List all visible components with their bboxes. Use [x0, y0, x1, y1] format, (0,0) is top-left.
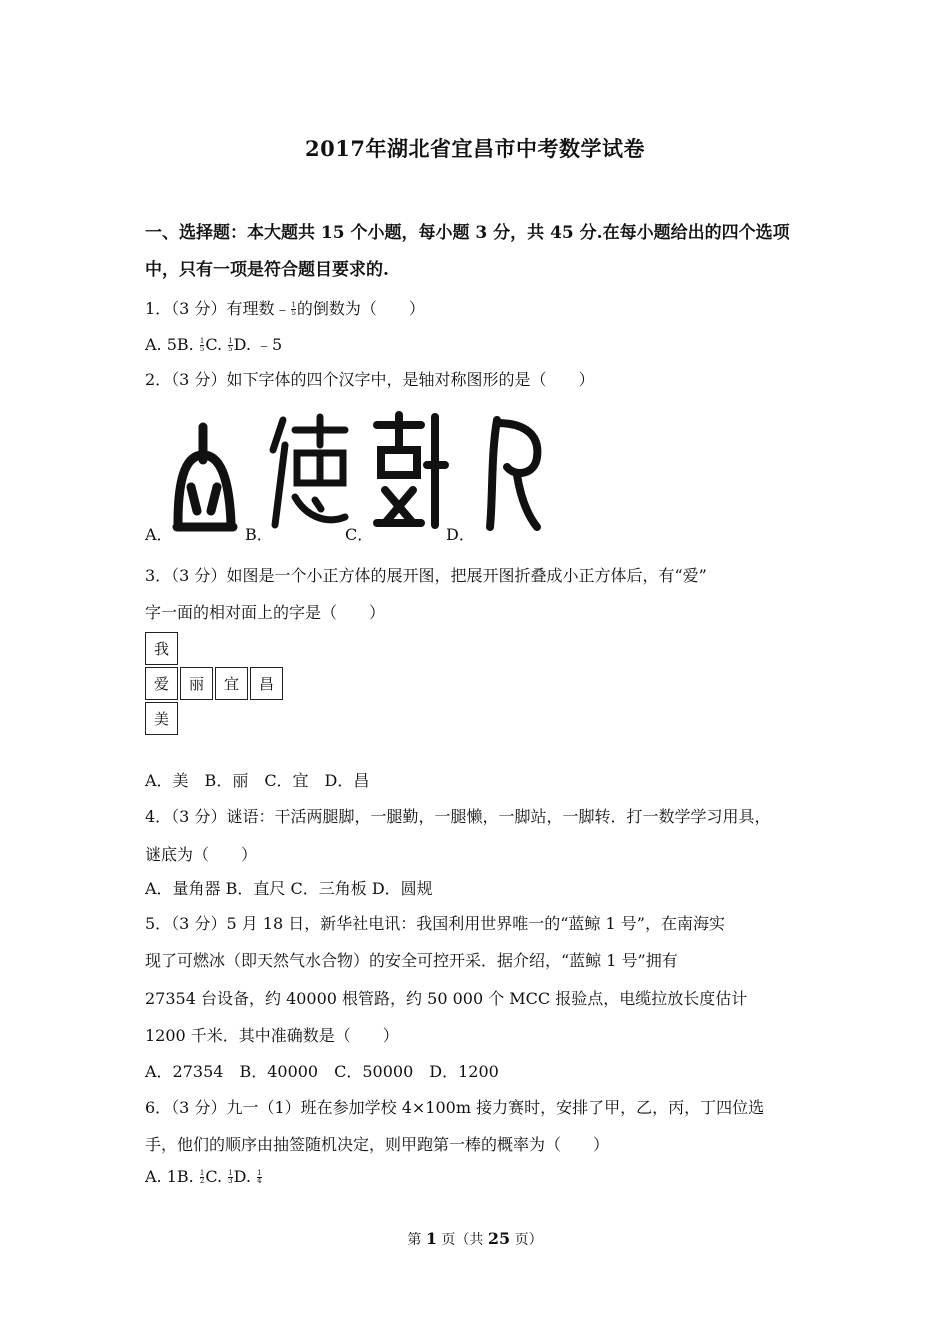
- fraction: $\frac{1}{4}$: [257, 1169, 262, 1185]
- net-cell-bottom: 美: [145, 702, 178, 735]
- net-cell-mid-1: 丽: [180, 667, 213, 700]
- question-6-options: A. 1B. $\frac{1}{2}$ C. $\frac{1}{3}$ D. $\frac{1}{4}$: [145, 1167, 262, 1186]
- option-label-a: A．: [145, 525, 173, 544]
- question-2-stem: 2．（3 分）如下字体的四个汉字中，是轴对称图形的是（ ）: [145, 370, 595, 389]
- fraction: $\frac{1}{5}$: [291, 301, 296, 317]
- option-label-d: D．: [446, 525, 475, 544]
- question-5-line-1: 5．（3 分）5 月 18 日，新华社电讯：我国利用世界唯一的“蓝鲸 1 号”，在南海实: [145, 914, 725, 933]
- seal-glyph-a: [177, 427, 233, 527]
- net-cell-mid-2: 宜: [215, 667, 248, 700]
- question-1-stem: 1．（3 分）有理数﹣ $\frac{1}{5}$ 的倒数为（ ）: [145, 299, 425, 318]
- question-3-line-1: 3．（3 分）如图是一个小正方体的展开图，把展开图折叠成小正方体后，有“爱”: [145, 566, 707, 585]
- current-page: 1: [425, 1229, 437, 1248]
- question-6-line-2: 手，他们的顺序由抽签随机决定，则甲跑第一棒的概率为（ ）: [145, 1135, 610, 1154]
- fraction: $\frac{1}{5}$: [228, 337, 233, 353]
- seal-glyph-d: [490, 420, 537, 527]
- seal-glyph-c: [377, 415, 445, 525]
- net-cell-left: 爱: [145, 667, 178, 700]
- question-5-options: A．27354 B．40000 C．50000 D．1200: [145, 1062, 499, 1081]
- seal-glyph-b: [273, 417, 345, 525]
- fraction: $\frac{1}{5}$: [199, 337, 205, 353]
- page-title: 2017年湖北省宜昌市中考数学试卷: [305, 136, 645, 161]
- option-label-c: C．: [345, 525, 374, 544]
- net-cell-top: 我: [145, 632, 178, 665]
- question-5-line-2: 现了可燃冰（即天然气水合物）的安全可控开采．据介绍，“蓝鲸 1 号”拥有: [145, 951, 678, 970]
- section-heading-line-1: 一、选择题：本大题共 15 个小题，每小题 3 分，共 45 分.在每小题给出的四个选项: [145, 223, 790, 243]
- section-heading: [145, 215, 815, 289]
- page-footer: 第 1 页（共 25 页）: [407, 1229, 543, 1248]
- question-3-line-2: 字一面的相对面上的字是（ ）: [145, 603, 386, 622]
- total-pages: 25: [487, 1229, 511, 1248]
- question-5-line-4: 1200 千米．其中准确数是（ ）: [145, 1026, 399, 1045]
- question-5-line-3: 27354 台设备，约 40000 根管路，约 50 000 个 MCC 报验点，电缆拉放长度估计: [145, 989, 748, 1008]
- question-3-options: A．美 B．丽 C．宜 D．昌: [145, 771, 370, 790]
- question-6-line-1: 6．（3 分）九一（1）班在参加学校 4×100m 接力赛时，安排了甲，乙，丙，丁四位选: [145, 1098, 765, 1117]
- option-label-b: B．: [245, 525, 273, 544]
- question-1-options: A. 5B. $\frac{1}{5}$ C. $\frac{1}{5}$ D. ﹣5: [145, 335, 283, 354]
- question-4-line-1: 4．（3 分）谜语：干活两腿脚，一腿勤，一腿懒，一脚站，一脚转．打一数学学习用具，: [145, 807, 771, 826]
- fraction: $\frac{1}{2}$: [199, 1169, 205, 1185]
- section-heading-line-2: 中，只有一项是符合题目要求的.: [145, 260, 389, 280]
- net-cell-mid-3: 昌: [250, 667, 283, 700]
- question-4-line-2: 谜底为（ ）: [145, 845, 258, 864]
- fraction: $\frac{1}{3}$: [228, 1169, 233, 1185]
- question-4-options: A．量角器 B．直尺 C．三角板 D．圆规: [145, 879, 433, 898]
- seal-script-characters: [145, 405, 665, 545]
